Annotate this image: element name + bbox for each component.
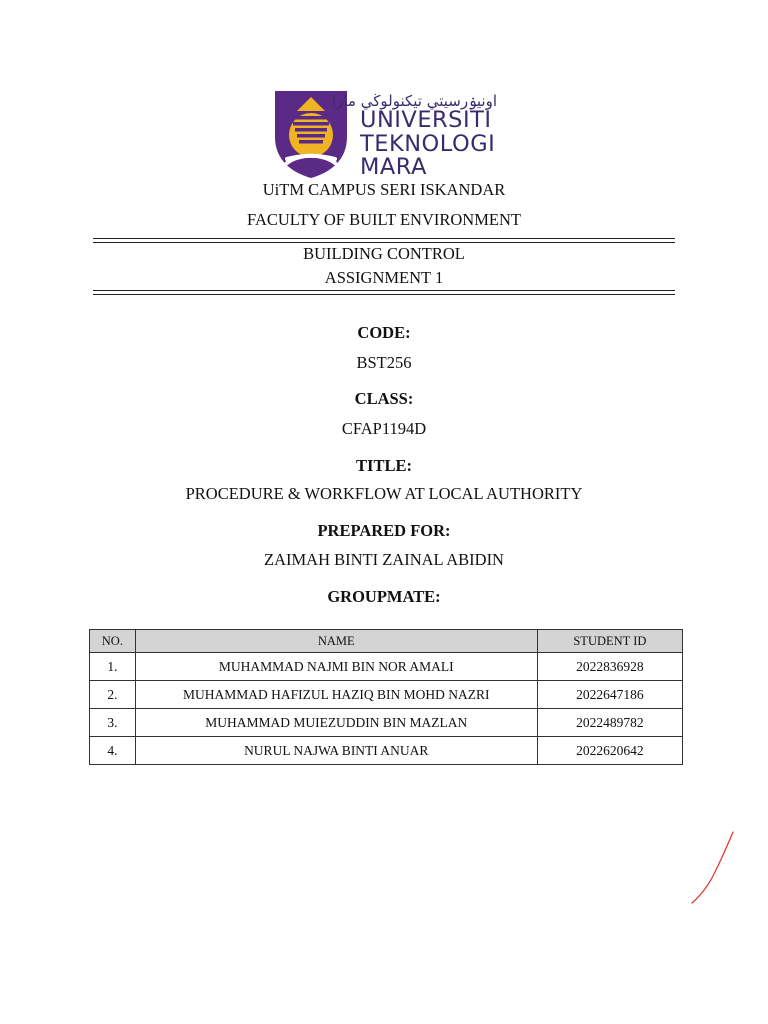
row-no: 1. bbox=[90, 653, 136, 681]
prepared-for-value: ZAIMAH BINTI ZAINAL ABIDIN bbox=[264, 550, 504, 569]
university-wordmark bbox=[360, 109, 495, 180]
title-value: PROCEDURE & WORKFLOW AT LOCAL AUTHORITY bbox=[185, 484, 583, 503]
row-no: 2. bbox=[90, 681, 136, 709]
code-label: CODE: bbox=[357, 323, 411, 342]
groupmate-label: GROUPMATE: bbox=[327, 587, 441, 606]
class-value: CFAP1194D bbox=[341, 419, 427, 438]
campus-name: UiTM CAMPUS SERI ISKANDAR bbox=[262, 180, 506, 199]
row-student-id: 2022620642 bbox=[537, 737, 682, 765]
table-row bbox=[90, 653, 683, 681]
row-name: NURUL NAJWA BINTI ANUAR bbox=[135, 737, 537, 765]
wordmark-line-3: MARA bbox=[360, 154, 427, 180]
row-name: MUHAMMAD NAJMI BIN NOR AMALI bbox=[135, 653, 537, 681]
prepared-for-label: PREPARED FOR: bbox=[317, 521, 451, 540]
row-no: 4. bbox=[90, 737, 136, 765]
code-value: BST256 bbox=[356, 353, 412, 372]
table-row bbox=[90, 681, 683, 709]
jawi-text: اونيۏرسيتي تيكنولوڬي مارا bbox=[331, 92, 497, 110]
row-no: 3. bbox=[90, 709, 136, 737]
header-name: NAME bbox=[135, 630, 537, 653]
header-student-id: STUDENT ID bbox=[537, 630, 682, 653]
wordmark-line-1: UNIVERSITI bbox=[360, 107, 492, 133]
row-student-id: 2022836928 bbox=[537, 653, 682, 681]
table-header-row bbox=[90, 630, 683, 653]
top-double-rule bbox=[93, 238, 675, 243]
table-row bbox=[90, 709, 683, 737]
red-pen-mark bbox=[688, 830, 738, 906]
class-label: CLASS: bbox=[354, 389, 414, 408]
uitm-logo bbox=[273, 89, 503, 181]
faculty-name: FACULTY OF BUILT ENVIRONMENT bbox=[247, 210, 521, 229]
header-no: NO. bbox=[90, 630, 136, 653]
row-student-id: 2022647186 bbox=[537, 681, 682, 709]
bottom-double-rule bbox=[93, 290, 675, 295]
row-name: MUHAMMAD HAFIZUL HAZIQ BIN MOHD NAZRI bbox=[135, 681, 537, 709]
row-name: MUHAMMAD MUIEZUDDIN BIN MAZLAN bbox=[135, 709, 537, 737]
wordmark-line-2: TEKNOLOGI bbox=[360, 130, 496, 157]
table-row bbox=[90, 737, 683, 765]
groupmate-table bbox=[89, 629, 683, 765]
course-name: BUILDING CONTROL bbox=[303, 244, 465, 263]
title-label: TITLE: bbox=[356, 456, 412, 475]
assignment-title: ASSIGNMENT 1 bbox=[324, 268, 444, 287]
row-student-id: 2022489782 bbox=[537, 709, 682, 737]
